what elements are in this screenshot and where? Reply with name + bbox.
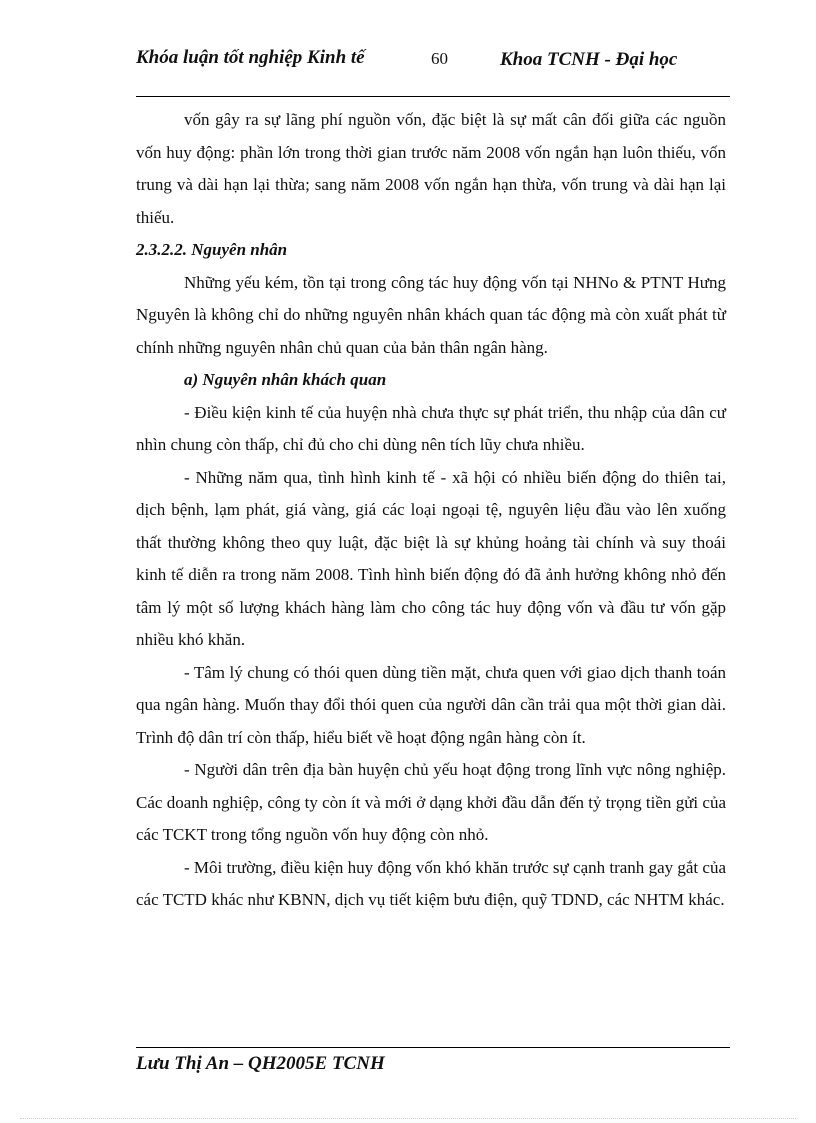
point-paragraph: - Người dân trên địa bàn huyện chủ yếu hoạt động trong lĩnh vực nông nghiệp. Các doanh nghiệp, công ty còn ít và mới ở dạng khởi đầu dẫn đến tỷ trọng tiền gửi của các TCKT trong tổng nguồn vốn huy động còn nhỏ. bbox=[136, 760, 726, 844]
header-divider bbox=[136, 96, 730, 97]
header-faculty: Khoa TCNH - Đại học bbox=[500, 49, 678, 70]
section-intro-paragraph: Những yếu kém, tồn tại trong công tác huy động vốn tại NHNo & PTNT Hưng Nguyên là không chỉ do những nguyên nhân khách quan tác động mà còn xuất phát từ chính những nguyên nhân chủ quan của bản thân ngân hàng. bbox=[136, 272, 726, 357]
subheading-objective-causes: a) Nguyên nhân khách quan bbox=[184, 370, 387, 389]
point-paragraph: - Điều kiện kinh tế của huyện nhà chưa thực sự phát triển, thu nhập của dân cư nhìn chung còn thấp, chỉ đủ cho chi dùng nên tích lũy chưa nhiều. bbox=[136, 402, 726, 454]
intro-paragraph: vốn gây ra sự lãng phí nguồn vốn, đặc biệt là sự mất cân đối giữa các nguồn vốn huy động: phần lớn trong thời gian trước năm 2008 vốn ngắn hạn luôn thiếu, vốn trung và dài hạn lại thừa; sang năm 2008 vốn ngắn hạn thừa, vốn trung và dài hạn lại thiếu. bbox=[136, 110, 726, 227]
section-heading: 2.3.2.2. Nguyên nhân bbox=[136, 240, 288, 259]
footer-divider bbox=[136, 1047, 730, 1048]
point-paragraph: - Môi trường, điều kiện huy động vốn khó khăn trước sự cạnh tranh gay gắt của các TCTD khác như KBNN, dịch vụ tiết kiệm bưu điện, quỹ TDND, các NHTM khác. bbox=[136, 857, 726, 909]
footer-author: Lưu Thị An – QH2005E TCNH bbox=[136, 1053, 385, 1074]
document-body bbox=[136, 104, 726, 917]
point-paragraph: - Tâm lý chung có thói quen dùng tiền mặt, chưa quen với giao dịch thanh toán qua ngân hàng. Muốn thay đổi thói quen của người dân cần trải qua một thời gian dài. Trình độ dân trí còn thấp, hiểu biết về hoạt động ngân hàng còn ít. bbox=[136, 662, 726, 747]
page-number: 60 bbox=[431, 49, 448, 68]
point-paragraph: - Những năm qua, tình hình kinh tế - xã hội có nhiều biến động do thiên tai, dịch bệnh, lạm phát, giá vàng, giá các loại ngoại tệ, nguyên liệu đầu vào lên xuống thất thường không theo quy luật, đặc biệt là sự khủng hoảng tài chính và suy thoái kinh tế diễn ra trong năm 2008. Tình hình biến động đó đã ảnh hưởng không nhỏ đến tâm lý một số lượng khách hàng làm cho công tác huy động vốn và đầu tư vốn gặp nhiều khó khăn. bbox=[136, 467, 726, 649]
header-title: Khóa luận tốt nghiệp Kinh tế bbox=[136, 47, 365, 68]
page-edge-divider bbox=[20, 1118, 796, 1119]
